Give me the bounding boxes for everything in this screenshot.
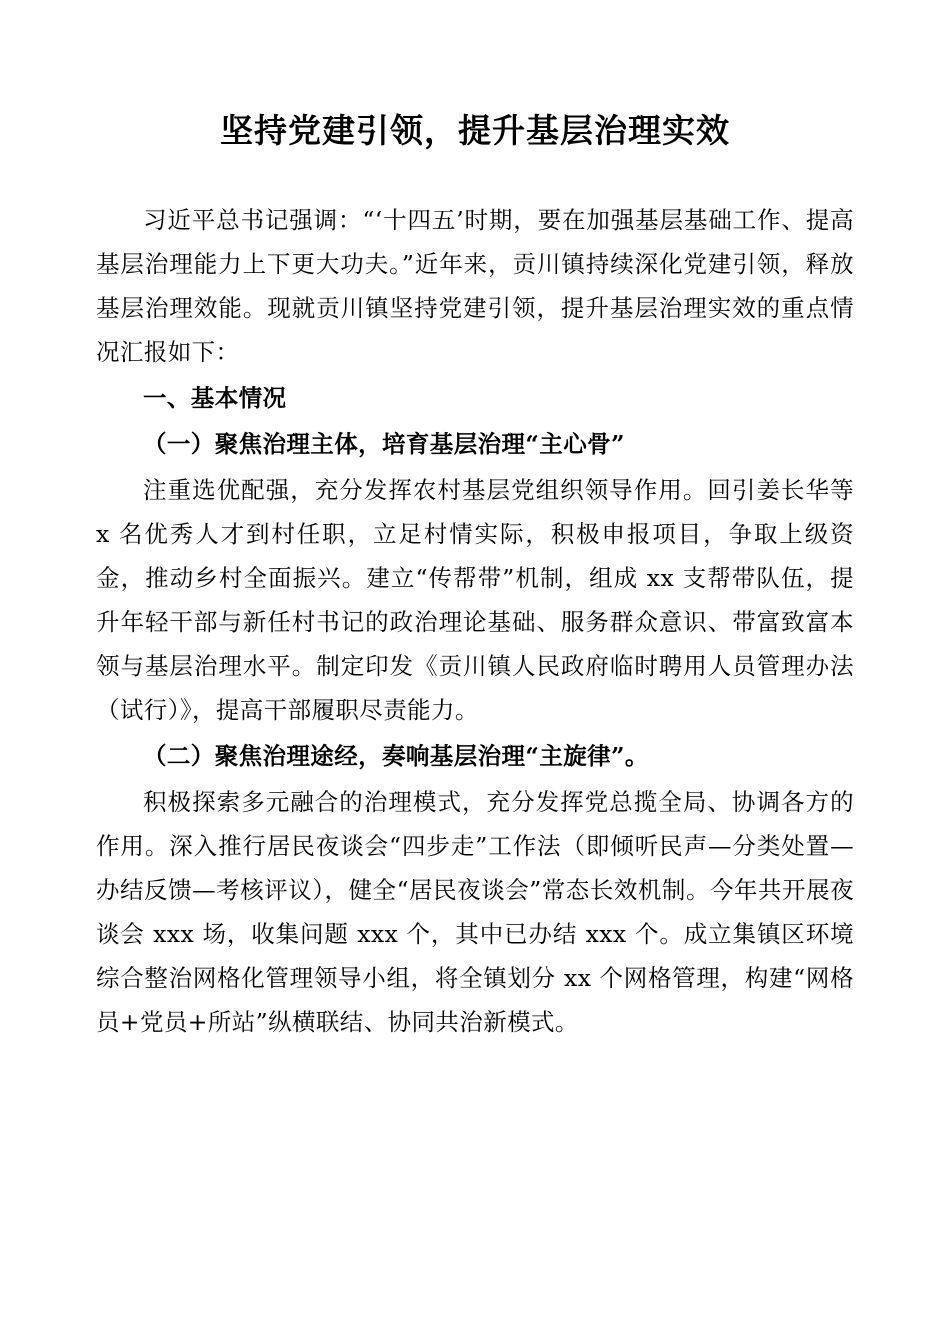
paragraph-1-1-body: 注重选优配强，充分发挥农村基层党组织领导作用。回引姜长华等 x 名优秀人才到村任职，立足村情实际，积极申报项目，争取上级资金，推动乡村全面振兴。建立“传帮带”机制，组成 xx 支帮带队伍，提升年轻干部与新任村书记的政治理论基础、服务群众意识、带富致富本领与基层治理水平。制定印发《贡川镇人民政府临时聘用人员管理办法（试行）》，提高干部履职尽责能力。 xyxy=(96,476,854,725)
paragraph-1-2-body: 积极探索多元融合的治理模式，充分发挥党总揽全局、协调各方的作用。深入推行居民夜谈会“四步走”工作法（即倾听民声—分类处置—办结反馈—考核评议），健全“居民夜谈会”常态长效机制。今年共开展夜谈会 xxx 场，收集问题 xxx 个，其中已办结 xxx 个。成立集镇区环境综合整治网格化管理领导小组，将全镇划分 xx 个网格管理，构建“网格员+党员+所站”纵横联结、协同共治新模式。 xyxy=(96,788,854,1037)
subsection-heading-1-1: （一）聚焦治理主体，培育基层治理“主心骨” xyxy=(143,430,625,459)
paragraph-intro: 习近平总书记强调：“‘十四五’时期，要在加强基层基础工作、提高基层治理能力上下更大功夫。”近年来，贡川镇持续深化党建引领，释放基层治理效能。现就贡川镇坚持党建引领，提升基层治理实效的重点情况汇报如下： xyxy=(96,206,854,367)
section-heading-1: 一、基本情况 xyxy=(143,384,287,413)
subsection-heading-1-2: （二）聚焦治理途经，奏响基层治理“主旋律”。 xyxy=(143,742,649,771)
page-title: 坚持党建引领，提升基层治理实效 xyxy=(220,111,730,150)
